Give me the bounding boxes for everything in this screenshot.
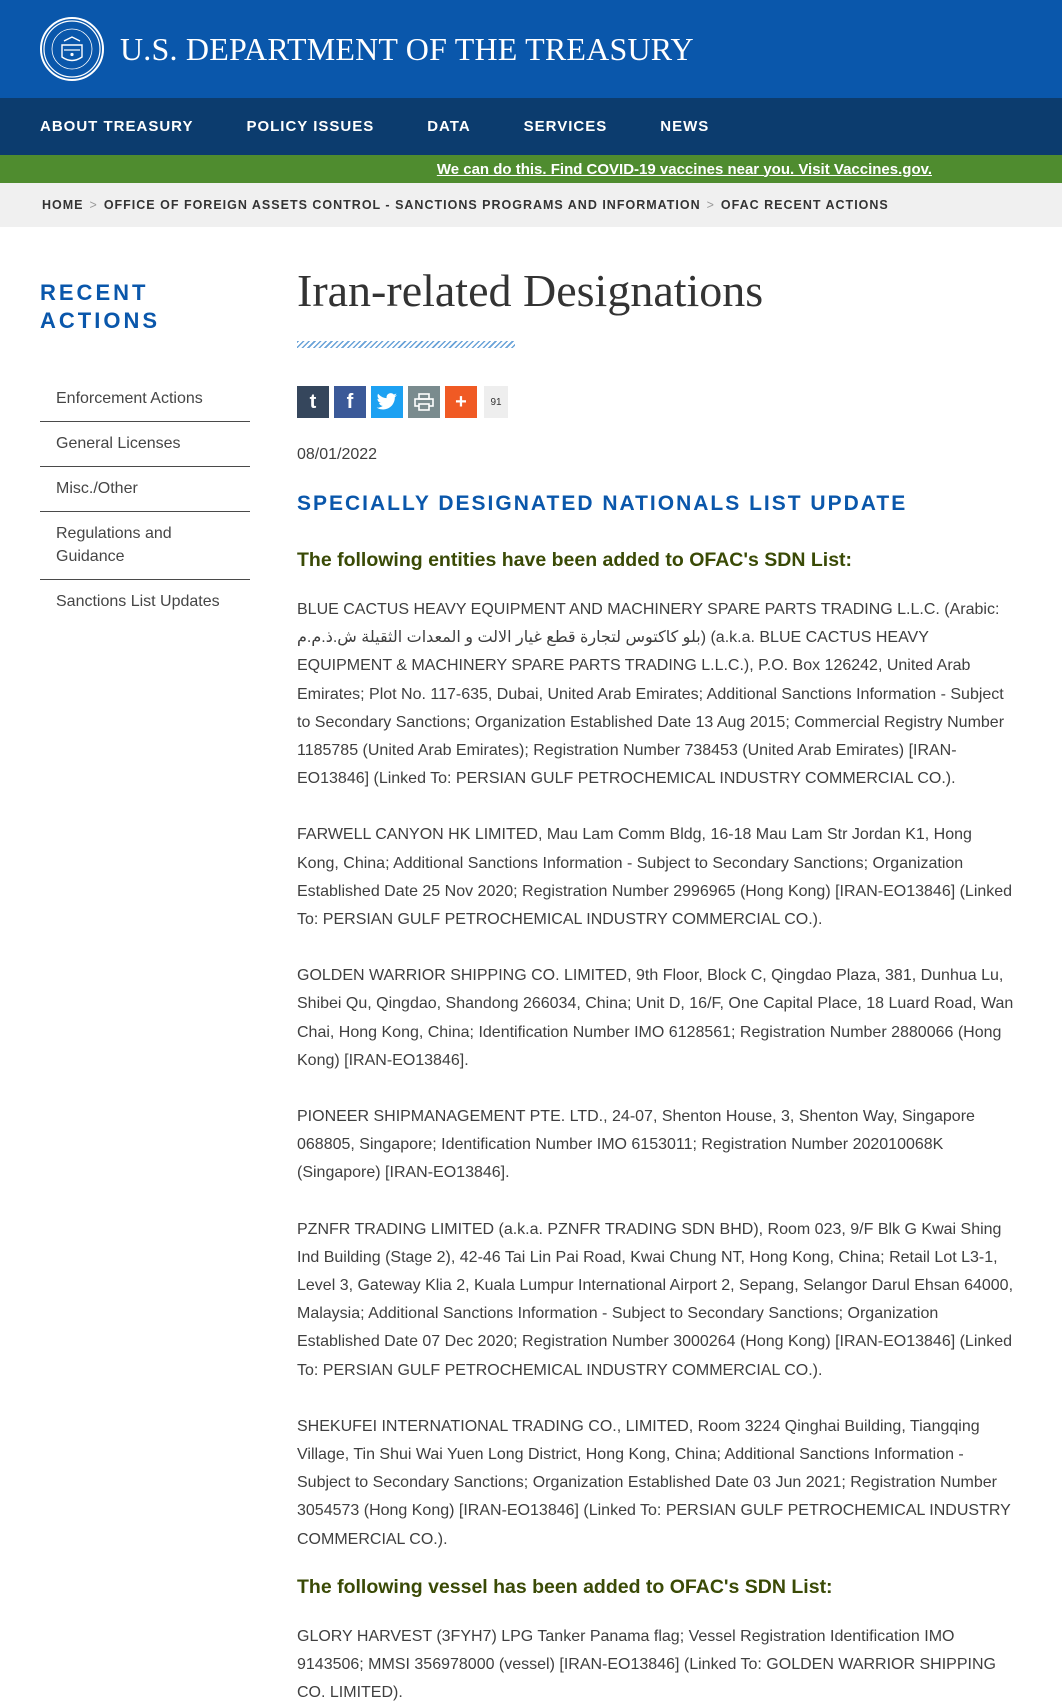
- breadcrumb-ofac[interactable]: OFFICE OF FOREIGN ASSETS CONTROL - SANCTIONS PROGRAMS AND INFORMATION: [103, 198, 701, 212]
- addthis-share-button[interactable]: [445, 386, 477, 418]
- sidebar-item-enforcement-actions[interactable]: Enforcement Actions: [40, 377, 250, 422]
- nav-policy-issues[interactable]: POLICY ISSUES: [246, 118, 375, 135]
- breadcrumb-home[interactable]: HOME: [42, 198, 84, 212]
- sidebar-list: [40, 377, 250, 624]
- share-count-badge: 91: [484, 386, 508, 418]
- sidebar-item-misc-other[interactable]: Misc./Other: [40, 467, 250, 512]
- facebook-icon: f: [346, 390, 354, 413]
- twitter-share-button[interactable]: [371, 386, 403, 418]
- sidebar-heading-line1: RECENT: [40, 280, 149, 305]
- nav-services[interactable]: SERVICES: [523, 118, 608, 135]
- sidebar-heading-line2: ACTIONS: [40, 308, 160, 333]
- title-decorative-rule: [297, 341, 515, 348]
- nav-news[interactable]: NEWS: [660, 118, 710, 135]
- entity-entry: PIONEER SHIPMANAGEMENT PTE. LTD., 24-07, Shenton House, 3, Shenton Way, Singapore 068805, Singapore; Identification Number IMO 6153011; Registration Number 202010068K (Singapore) [IRAN-EO13846].: [297, 1108, 975, 1182]
- vessel-heading: The following vessel has been added to OFAC's SDN List:: [297, 1575, 833, 1598]
- tumblr-icon: t: [309, 390, 317, 413]
- seal-icon: [42, 19, 102, 79]
- entity-entry: GOLDEN WARRIOR SHIPPING CO. LIMITED, 9th Floor, Block C, Qingdao Plaza, 381, Dunhua Lu, Shibei Qu, Qingdao, Shandong 266034, China; Unit D, 16/F, One Capital Place, 18 Luard Road, Wan Chai, Hong Kong, China; Identification Number IMO 6128561; Registration Number 2880066 (Hong Kong) [IRAN-EO13846].: [297, 967, 1014, 1069]
- sidebar-item-sanctions-list-updates[interactable]: Sanctions List Updates: [56, 593, 220, 610]
- section-heading: SPECIALLY DESIGNATED NATIONALS LIST UPDATE: [297, 492, 908, 515]
- breadcrumb: [0, 183, 1062, 227]
- plus-icon: +: [455, 390, 467, 413]
- entity-entry: BLUE CACTUS HEAVY EQUIPMENT AND MACHINERY SPARE PARTS TRADING L.L.C. (Arabic: بلو كاكتوس لتجارة قطع غيار الالت و المعدات الثقيلة ش.ذ.م.م) (a.k.a. BLUE CACTUS HEAVY EQUIPMENT & MACHINERY SPARE PARTS TRADING L.L.C.), P.O. Box 126242, United Arab Emirates; Plot No. 117-635, Dubai, United Arab Emirates; Additional Sanctions Information - Subject to Secondary Sanctions; Organization Established Date 13 Aug 2015; Commercial Registry Number 1185785 (United Arab Emirates); Registration Number 738453 (United Arab Emirates) [IRAN-EO13846] (Linked To: PERSIAN GULF PETROCHEMICAL INDUSTRY COMMERCIAL CO.).: [297, 601, 1005, 788]
- breadcrumb-separator: >: [89, 198, 98, 212]
- vessel-entry: GLORY HARVEST (3FYH7) LPG Tanker Panama flag; Vessel Registration Identification IMO 9143506; MMSI 356978000 (vessel) [IRAN-EO13846] (Linked To: GOLDEN WARRIOR SHIPPING CO. LIMITED).: [297, 1627, 996, 1702]
- entity-entry: FARWELL CANYON HK LIMITED, Mau Lam Comm Bldg, 16-18 Mau Lam Str Jordan K1, Hong Kong, China; Additional Sanctions Information - Subject to Secondary Sanctions; Organization Established Date 25 Nov 2020; Registration Number 2996965 (Hong Kong) [IRAN-EO13846] (Linked To: PERSIAN GULF PETROCHEMICAL INDUSTRY COMMERCIAL CO.).: [297, 826, 1013, 929]
- site-title[interactable]: U.S. DEPARTMENT OF THE TREASURY: [120, 30, 694, 67]
- sidebar-item-general-licenses[interactable]: General Licenses: [40, 422, 250, 467]
- sidebar-heading: [40, 279, 250, 335]
- print-button[interactable]: [408, 386, 440, 418]
- site-header: [0, 0, 1062, 98]
- breadcrumb-current[interactable]: OFAC RECENT ACTIONS: [720, 198, 889, 212]
- breadcrumb-separator: >: [706, 198, 715, 212]
- twitter-icon: [376, 393, 398, 411]
- page-title: Iran-related Designations: [297, 265, 764, 316]
- covid-vaccine-link[interactable]: We can do this. Find COVID-19 vaccines near you. Visit Vaccines.gov.: [436, 160, 932, 178]
- main-nav: [0, 98, 1062, 155]
- covid-alert-bar: [0, 155, 1062, 183]
- publish-date: 08/01/2022: [297, 446, 378, 463]
- main-content: [297, 261, 1017, 1702]
- entities-heading: The following entities have been added to OFAC's SDN List:: [297, 549, 853, 571]
- sidebar-item-regulations-guidance[interactable]: Regulations and Guidance: [40, 512, 250, 580]
- entity-entry: PZNFR TRADING LIMITED (a.k.a. PZNFR TRADING SDN BHD), Room 023, 9/F Blk G Kwai Shing Ind Building (Stage 2), 42-46 Tai Lin Pai Road, Kwai Chung NT, Hong Kong, China; Retail Lot L3-1, Level 3, Gateway Klia 2, Kuala Lumpur International Airport 2, Sepang, Selangor Darul Ehsan 64000, Malaysia; Additional Sanctions Information - Subject to Secondary Sanctions; Organization Established Date 07 Dec 2020; Registration Number 3000264 (Hong Kong) [IRAN-EO13846] (Linked To: PERSIAN GULF PETROCHEMICAL INDUSTRY COMMERCIAL CO.).: [297, 1220, 1014, 1379]
- nav-data[interactable]: DATA: [427, 118, 471, 135]
- facebook-share-button[interactable]: [334, 386, 366, 418]
- print-icon: [414, 393, 434, 411]
- sidebar: [40, 279, 250, 624]
- share-toolbar: [297, 386, 1017, 418]
- treasury-seal-logo[interactable]: [40, 17, 104, 81]
- tumblr-share-button[interactable]: [297, 386, 329, 418]
- entity-entry: SHEKUFEI INTERNATIONAL TRADING CO., LIMITED, Room 3224 Qinghai Building, Tiangqing Village, Tin Shui Wai Yuen Long District, Hong Kong, China; Additional Sanctions Information - Subject to Secondary Sanctions; Organization Established Date 03 Jun 2021; Registration Number 3054573 (Hong Kong) [IRAN-EO13846] (Linked To: PERSIAN GULF PETROCHEMICAL INDUSTRY COMMERCIAL CO.).: [297, 1417, 1011, 1548]
- nav-about-treasury[interactable]: ABOUT TREASURY: [40, 118, 194, 135]
